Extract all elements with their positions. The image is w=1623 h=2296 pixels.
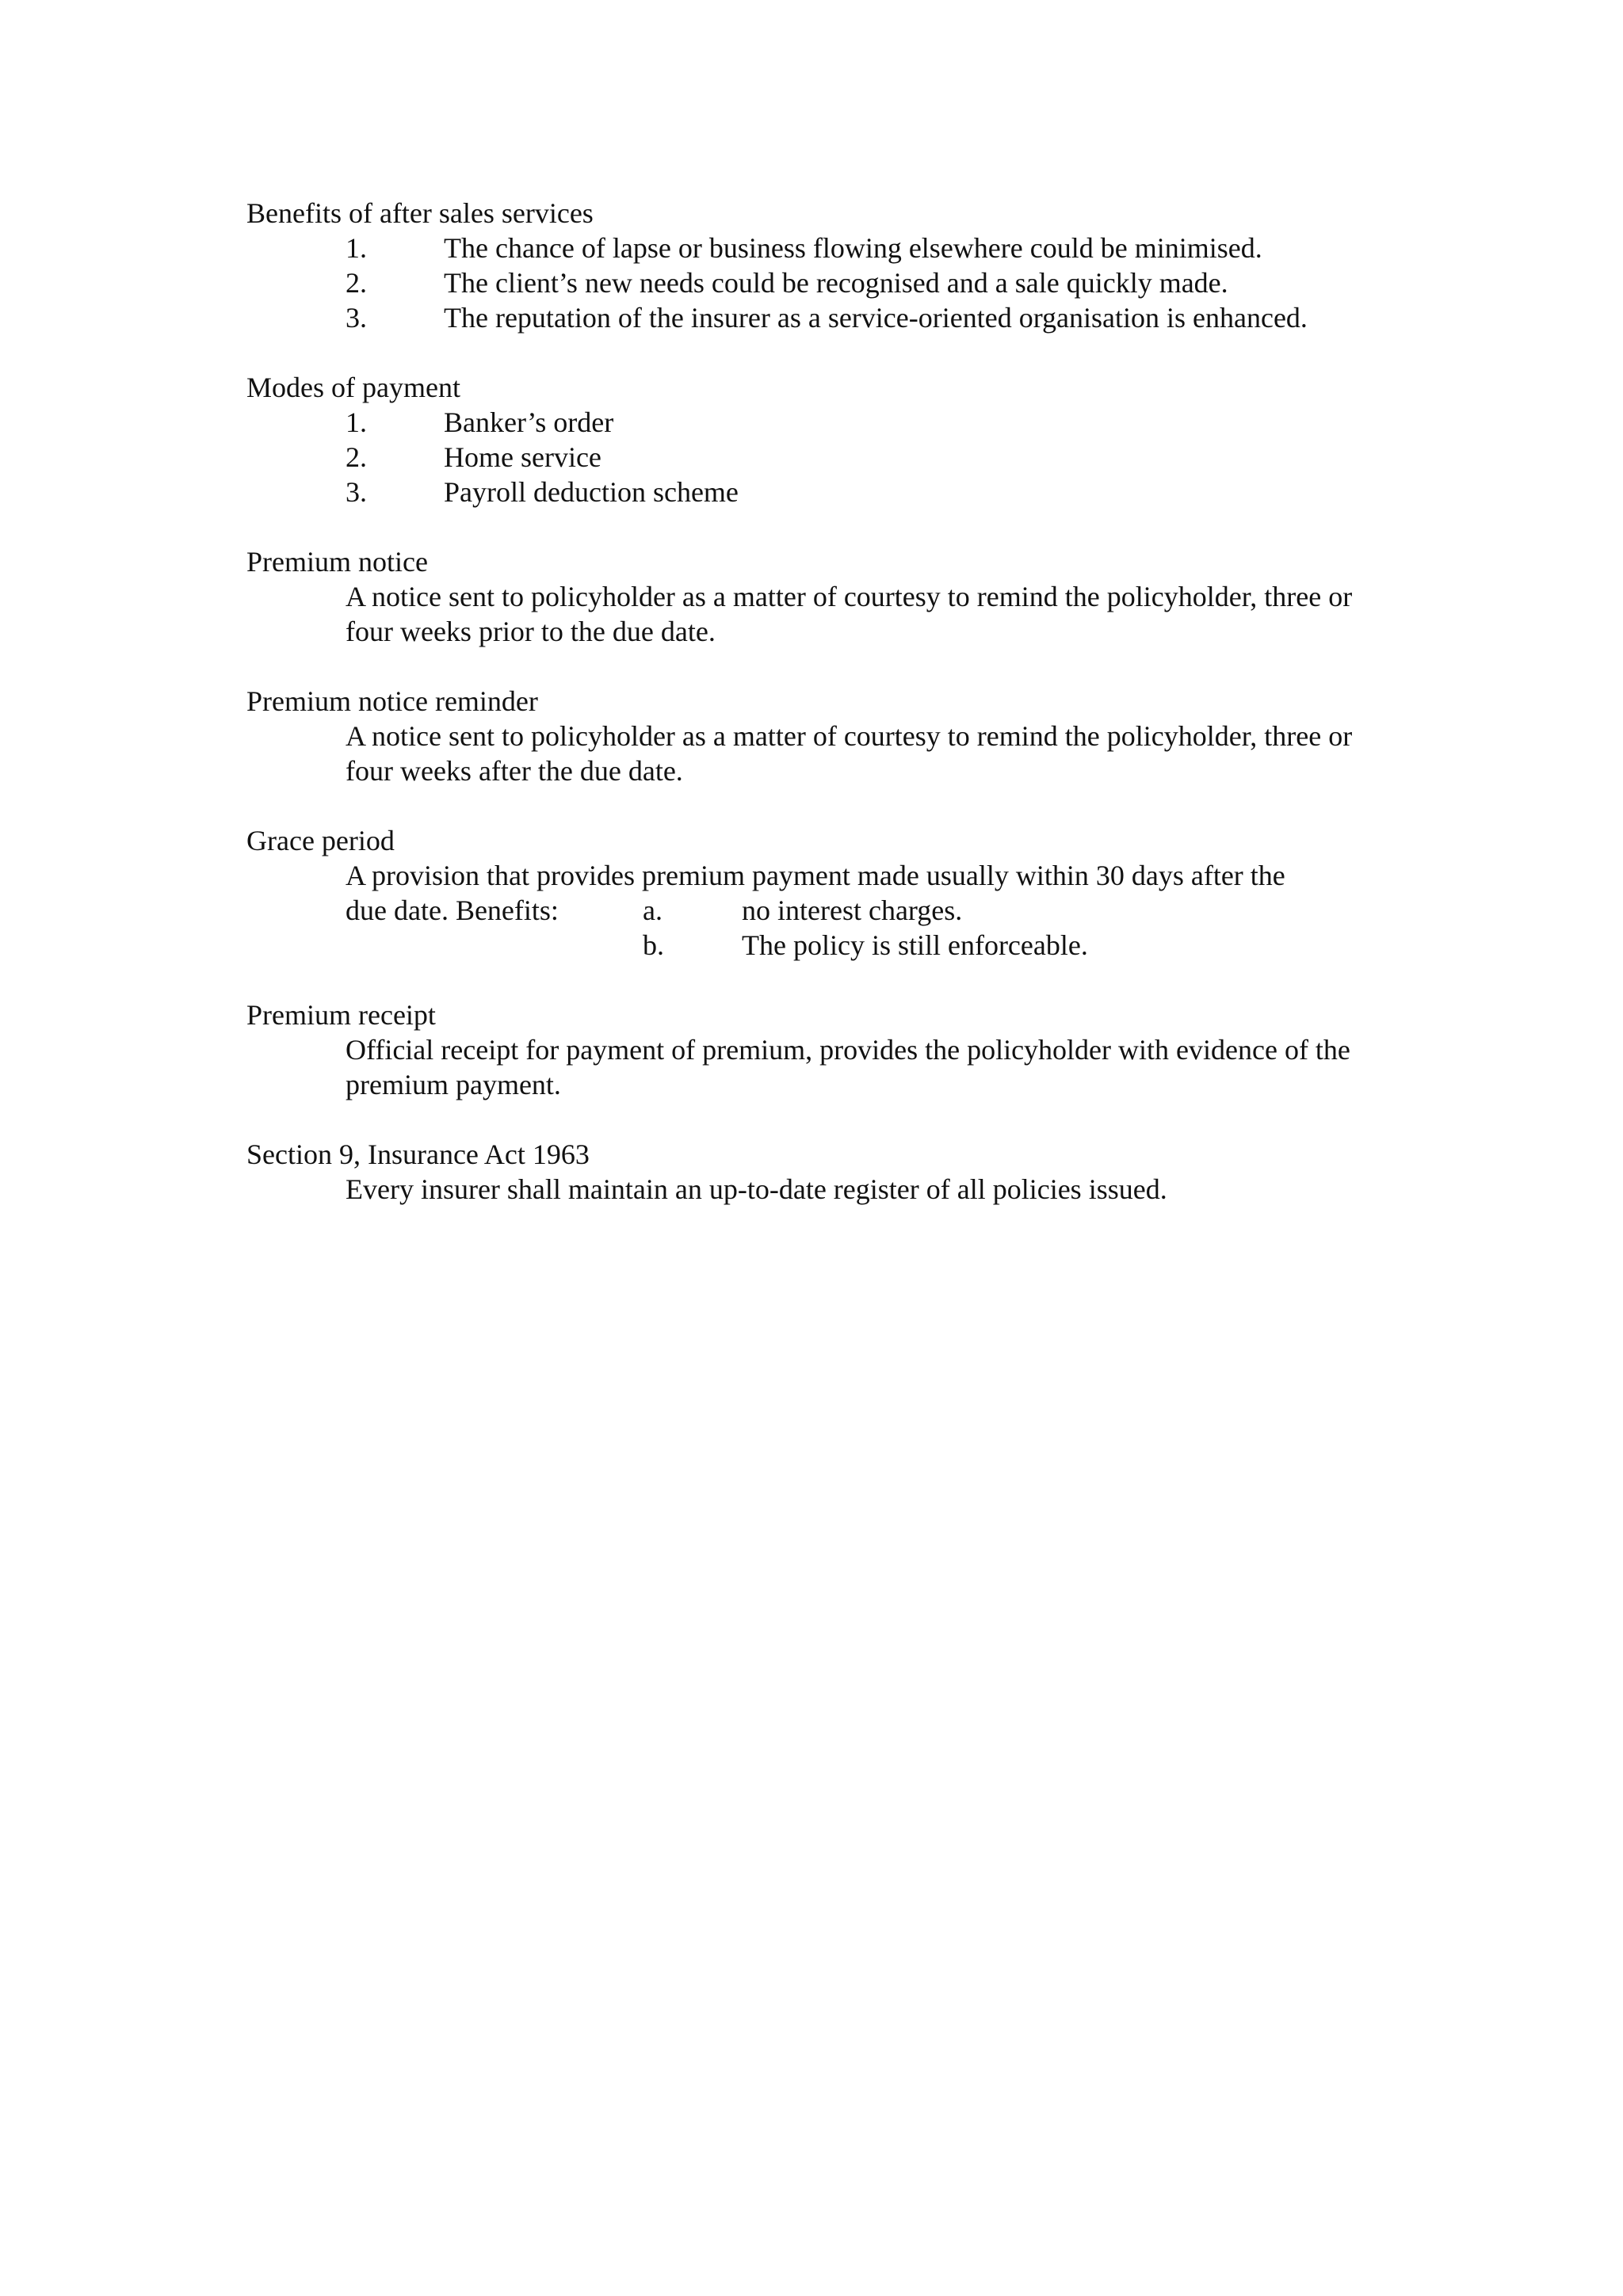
section-heading: Modes of payment [246, 372, 460, 403]
list-number: b. [643, 929, 664, 961]
section-modes-of-payment [246, 370, 1396, 509]
section-heading: Section 9, Insurance Act 1963 [246, 1138, 590, 1170]
list-item [246, 475, 1396, 509]
grace-benefit-row [246, 928, 1396, 963]
section-premium-receipt [246, 997, 1396, 1102]
list-number: 1. [346, 406, 367, 438]
section-premium-notice [246, 544, 1396, 649]
list-number: 2. [346, 441, 367, 473]
list-number: 3. [346, 302, 367, 334]
section-heading: Benefits of after sales services [246, 197, 594, 229]
list-item [246, 440, 1396, 475]
section-paragraph: A provision that provides premium payment made usually within 30 days after the [346, 860, 1285, 891]
list-number: 3. [346, 476, 367, 508]
grace-benefits-label: due date. Benefits: [346, 894, 559, 926]
section-paragraph: Every insurer shall maintain an up-to-date register of all policies issued. [346, 1173, 1167, 1205]
section-paragraph: A notice sent to policyholder as a matter of courtesy to remind the policyholder, three or four weeks after the due date. [346, 720, 1353, 787]
list-number: 1. [346, 232, 367, 264]
section-paragraph: A notice sent to policyholder as a matter of courtesy to remind the policyholder, three or four weeks prior to the due date. [346, 581, 1353, 647]
grace-benefits-spacer [246, 928, 643, 963]
list-text: no interest charges. [742, 894, 963, 926]
list-text: Banker’s order [444, 406, 614, 438]
section-heading: Grace period [246, 825, 395, 856]
list-item [246, 265, 1396, 300]
list-text: Home service [444, 441, 601, 473]
section-heading: Premium receipt [246, 999, 436, 1031]
list-number: 2. [346, 267, 367, 299]
list-text: Payroll deduction scheme [444, 476, 739, 508]
section-grace-period [246, 823, 1396, 963]
list-text: The chance of lapse or business flowing elsewhere could be minimised. [444, 232, 1262, 264]
list-text: The policy is still enforceable. [742, 929, 1088, 961]
document-page [246, 196, 1396, 1241]
list-item [246, 405, 1396, 440]
list-item [246, 300, 1396, 335]
section-premium-notice-reminder [246, 684, 1396, 788]
section-heading: Premium notice reminder [246, 685, 538, 717]
section-after-sales [246, 196, 1396, 335]
list-text: The reputation of the insurer as a service-oriented organisation is enhanced. [444, 302, 1308, 334]
section-heading: Premium notice [246, 546, 428, 578]
list-number: a. [643, 894, 663, 926]
grace-benefit-row [246, 893, 1396, 928]
section-section-9 [246, 1137, 1396, 1207]
list-text: The client’s new needs could be recognised and a sale quickly made. [444, 267, 1228, 299]
section-paragraph: Official receipt for payment of premium, provides the policyholder with evidence of the premium payment. [346, 1034, 1350, 1100]
list-item [246, 231, 1396, 265]
